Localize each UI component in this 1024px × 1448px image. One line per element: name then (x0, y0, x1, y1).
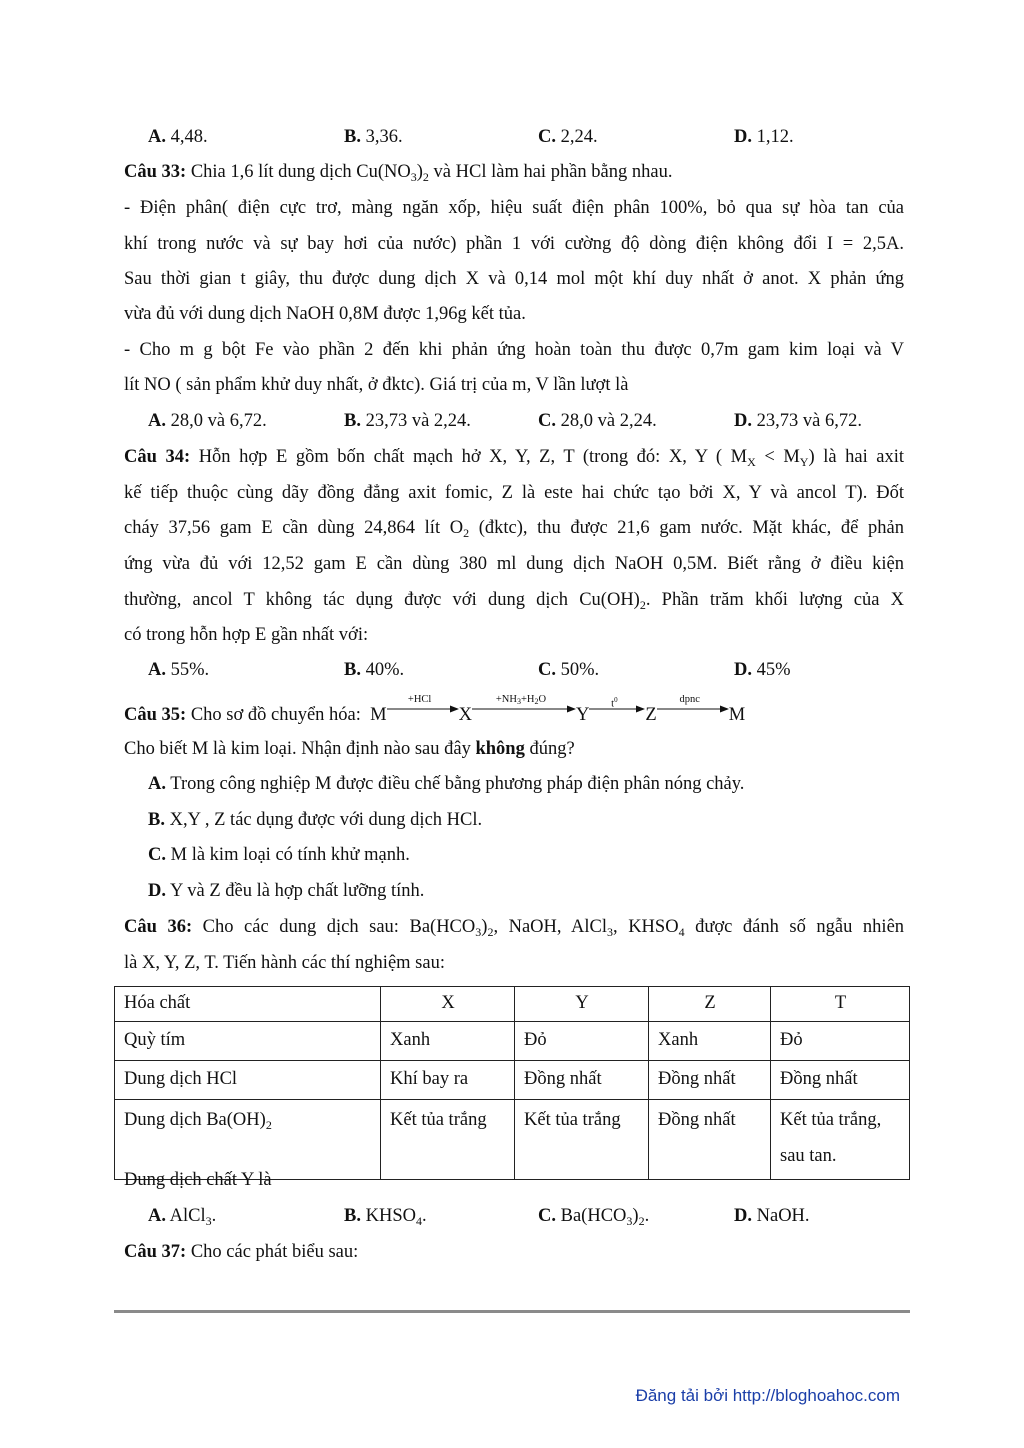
q35-option-a-text: Trong công nghiệp M được điều chế bằng phương pháp điện phân nóng chảy. (170, 774, 745, 794)
table-header-row (115, 987, 910, 1022)
q33-option-b: 23,73 và 2,24. (365, 411, 471, 431)
footer-credit: Đăng tải bởi http://bloghoahoc.com (635, 1386, 900, 1405)
arrow-heat: $t^0$ (589, 702, 645, 720)
q33-option-c: 28,0 và 2,24. (560, 411, 657, 431)
q35-option-b: B. X,Y , Z tác dụng được với dung dịch HCl. (148, 810, 483, 830)
q34-line: kế tiếp thuộc cùng dãy đồng đẳng axit fomic, Z là este hai chức tạo bởi X, Y và ancol T). Đốt (124, 483, 904, 503)
q33-stem-post: và HCl làm hai phần bằng nhau. (428, 162, 673, 182)
experiment-table (114, 986, 910, 1180)
q34-line-part: thường, ancol T không tác dụng được với dung dịch Cu(OH) (124, 590, 640, 610)
q35-option-c-text: M là kim loại có tính khử mạnh. (170, 845, 410, 865)
q34-line1-post: ) là hai axit (808, 447, 905, 467)
table-cell: Quỳ tím (115, 1022, 381, 1061)
table-cell: Đồng nhất (771, 1061, 910, 1100)
q34-option-c: 50%. (560, 660, 600, 680)
q35-question-bold: không (475, 739, 525, 759)
q34-label: Câu 34: (124, 447, 191, 467)
q34-option-b: 40%. (365, 660, 405, 680)
q35-option-a: A. Trong công nghiệp M được điều chế bằng phương pháp điện phân nóng chảy. (148, 774, 745, 794)
q37-stem (124, 1240, 904, 1264)
table-cell: Xanh (649, 1022, 771, 1061)
q36-options: A. AlCl$_3$. B. $KHSO_4$. C. $Ba(HCO_3)_2$. D. NaOH. (148, 1206, 810, 1228)
q33-option-d: 23,73 và 6,72. (756, 411, 862, 431)
q33-line: Sau thời gian t giây, thu được dung dịch X và 0,14 mol một khí duy nhất ở anot. X phản ứng (124, 269, 904, 289)
q34-line-part: cháy 37,56 gam E cần dùng 24,864 lít O (124, 518, 464, 538)
footer-divider (114, 1310, 910, 1313)
q36-option-b: $KHSO_4$. (365, 1206, 427, 1228)
q36-stem: Câu 36: Cho các dung dịch sau: $Ba(HCO_3)_2$, NaOH, AlCl$_3$, $KHSO_4$ được đánh số ngẫu nhiên (124, 917, 905, 939)
arrow-nh3-h2o: $+NH_3+H_2O$ (472, 702, 576, 720)
chain-y: Y (576, 705, 590, 725)
table-header: T (771, 987, 910, 1022)
q34-option-d: 45% (756, 660, 791, 680)
q32-options: A. 4,48. B. 3,36. C. 2,24. D. 1,12. (148, 127, 794, 147)
table-cell: Dung dịch HCl (115, 1061, 381, 1100)
arrow-hcl: +HCl (387, 702, 459, 720)
q33-stem-pre: Chia 1,6 lít dung dịch Cu(NO (190, 162, 411, 182)
q36-line1: Cho các dung dịch sau: Ba(HCO (202, 917, 476, 937)
table-header: Y (515, 987, 649, 1022)
q35-option-b-text: X,Y , Z tác dụng được với dung dịch HCl. (169, 810, 483, 830)
table-header: Z (649, 987, 771, 1022)
table-row (115, 1061, 910, 1100)
q33-option-a: 28,0 và 6,72. (170, 411, 267, 431)
q36-option-d: NaOH. (756, 1206, 810, 1226)
q33-line: khí trong nước và sự bay hơi của nước) phần 1 với cường độ dòng điện không đổi I = 2,5A. (124, 234, 904, 254)
q35-label: Câu 35: (124, 705, 187, 725)
table-cell: Kết tủa trắng (381, 1100, 515, 1180)
table-row (115, 1022, 910, 1061)
q35-option-d: D. Y và Z đều là hợp chất lưỡng tính. (148, 881, 425, 901)
q34-line: có trong hỗn hợp E gần nhất với: (124, 625, 369, 645)
q35-question (124, 737, 904, 761)
q35-stem (124, 694, 904, 727)
q33-options: A. 28,0 và 6,72. B. 23,73 và 2,24. C. 28,0 và 2,24. D. 23,73 và 6,72. (148, 411, 862, 431)
q33-line: - Điện phân( điện cực trơ, màng ngăn xốp, hiệu suất điện phân 100%, bỏ qua sự hòa tan của (124, 198, 904, 218)
q36-line2: là X, Y, Z, T. Tiến hành các thí nghiệm sau: (124, 953, 445, 973)
q36-label: Câu 36: (124, 917, 193, 937)
arrow-dpnc: dpnc (657, 702, 729, 720)
chain-m-end: M (728, 705, 746, 725)
q34-options: A. 55%. B. 40%. C. 50%. D. 45% (148, 660, 791, 680)
q34-option-a: 55%. (170, 660, 210, 680)
q35-question-pre: Cho biết M là kim loại. Nhận định nào sau đây (124, 739, 476, 759)
q32-option-d: 1,12. (756, 127, 794, 147)
table-cell: Đồng nhất (649, 1100, 771, 1180)
table-cell: Đỏ (771, 1022, 910, 1061)
table-cell: Kết tủa trắng (515, 1100, 649, 1180)
q33-stem: Câu 33: Chia 1,6 lít dung dịch $Cu(NO_3)_2$ và HCl làm hai phần bằng nhau. (124, 162, 673, 184)
q34-line1-pre: Hỗn hợp E gồm bốn chất mạch hở X, Y, Z, T (trong đó: X, Y ( M (198, 447, 748, 467)
q36-option-c: $Ba(HCO_3)_2$. (560, 1206, 650, 1228)
q34-stem: Câu 34: Hỗn hợp E gồm bốn chất mạch hở X, Y, Z, T (trong đó: X, Y ( $M_X < M_Y$) là hai axit (124, 447, 905, 469)
q35-question-post: đúng? (524, 739, 575, 759)
q34-line: cháy 37,56 gam E cần dùng 24,864 lít $O_2$ (đktc), thu được 21,6 gam nước. Mặt khác, để phản (124, 518, 904, 540)
table-cell: Khí bay ra (381, 1061, 515, 1100)
q35-stem-text: Cho sơ đồ chuyển hóa: (190, 705, 361, 725)
q37-stem-text: Cho các phát biểu sau: (190, 1242, 359, 1262)
q32-option-b: 3,36. (365, 127, 403, 147)
q35-option-c: C. M là kim loại có tính khử mạnh. (148, 845, 410, 865)
q33-line: - Cho m g bột Fe vào phần 2 đến khi phản ứng hoàn toàn thu được 0,7m gam kim loại và V (124, 340, 904, 360)
table-cell: Xanh (381, 1022, 515, 1061)
chain-z: Z (645, 705, 657, 725)
q36-option-a: AlCl$_3$. (169, 1206, 217, 1228)
q37-label: Câu 37: (124, 1242, 187, 1262)
q32-option-a: 4,48. (170, 127, 208, 147)
table-header: Hóa chất (115, 987, 381, 1022)
table-cell: Đồng nhất (649, 1061, 771, 1100)
q34-line: thường, ancol T không tác dụng được với dung dịch $Cu(OH)_2$. Phần trăm khối lượng của X (124, 590, 904, 612)
q32-option-c: 2,24. (560, 127, 598, 147)
table-cell: Đồng nhất (515, 1061, 649, 1100)
q33-label: Câu 33: (124, 162, 187, 182)
q33-line: lít NO ( sản phẩm khử duy nhất, ở đktc). Giá trị của m, V lần lượt là (124, 375, 629, 395)
q35-option-d-text: Y và Z đều là hợp chất lưỡng tính. (169, 881, 425, 901)
q34-line: ứng vừa đủ với 12,52 gam E cần dùng 380 ml dung dịch NaOH 0,5M. Biết rằng ở điều kiện (124, 554, 904, 574)
chain-x: X (458, 705, 472, 725)
q33-line: vừa đủ với dung dịch NaOH 0,8M được 1,96g kết tủa. (124, 304, 526, 324)
q34-line-part: . Phần trăm khối lượng của X (645, 590, 904, 610)
q36-question: Dung dịch chất Y là (124, 1170, 272, 1190)
table-cell: Đỏ (515, 1022, 649, 1061)
table-cell: Kết tủa trắng, sau tan. (771, 1100, 910, 1180)
q34-line-part: (đktc), thu được 21,6 gam nước. Mặt khác, để phản (469, 518, 904, 538)
table-cell-text: Dung dịch $Ba(OH)_2$ (124, 1110, 272, 1132)
chain-m: M (370, 705, 387, 725)
table-header: X (381, 987, 515, 1022)
